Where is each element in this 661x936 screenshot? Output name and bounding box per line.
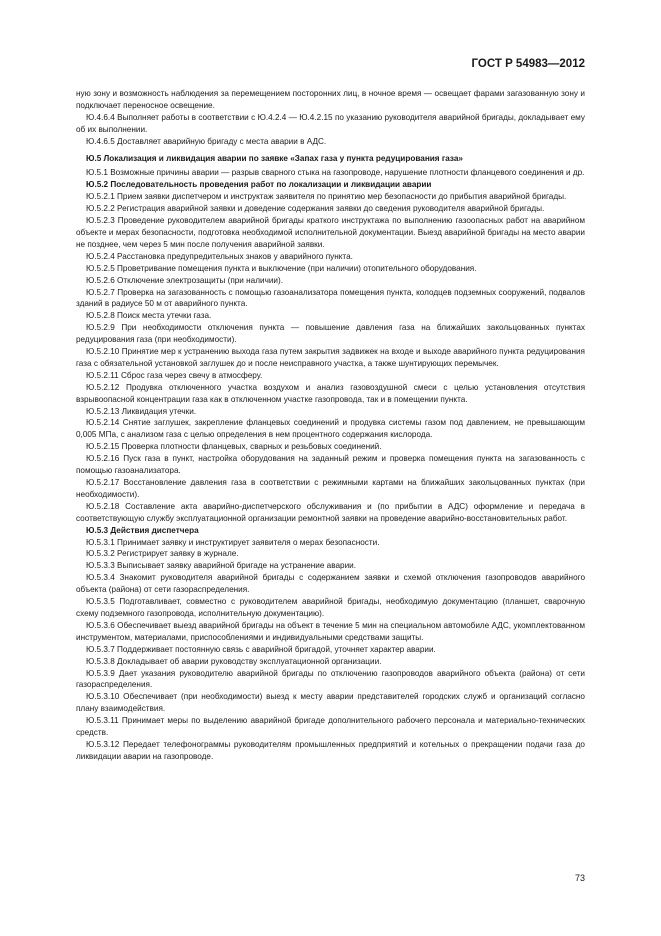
paragraph: Ю.5.3.6 Обеспечивает выезд аварийной бригады на объект в течение 5 мин на специальном автомобиле АДС, укомплектованном инструментом, материалами, приспособлениями и индивидуальными средствами защиты. (76, 620, 585, 642)
paragraph: Ю.5.2.14 Снятие заглушек, закрепление фланцевых соединений и продувка системы газом под давлением, не превышающим 0,005 МПа, с анализом газа с целью определения в нем процентного содержания кислорода. (76, 418, 585, 440)
paragraph: Ю.5.2.8 Поиск места утечки газа. (86, 311, 212, 321)
document-body (76, 88, 585, 763)
paragraph: Ю.5.3.3 Выписывает заявку аварийной бригаде на устранение аварии. (86, 561, 357, 571)
paragraph: Ю.5.2.6 Отключение электрозащиты (при наличии). (86, 275, 283, 285)
paragraph: Ю.5.2.1 Прием заявки диспетчером и инструктаж заявителя по принятию мер безопасности до прибытия аварийной бригады. (86, 192, 567, 202)
paragraph: Ю.5.2.9 При необходимости отключения пункта — повышение давления газа на ближайших закольцованных пунктах редуцирования газа (при необходимости). (76, 323, 585, 345)
paragraph: Ю.5.2.7 Проверка на загазованность с помощью газоанализатора помещения пункта, колодцев подземных сооружений, подвалов зданий в радиусе 50 м от аварийного пункта. (76, 287, 585, 309)
subsection-heading: Ю.5.2 Последовательность проведения работ по локализации и ликвидации аварии (86, 180, 432, 190)
paragraph: Ю.5.2.12 Продувка отключенного участка воздухом и анализ газовоздушной смеси с целью установления отсутствия взрывоопасной концентрации газа как в отключенном участке газопровода, так и в помещении пункта. (76, 382, 585, 404)
paragraph: Ю.5.3.2 Регистрирует заявку в журнале. (86, 549, 239, 559)
paragraph: Ю.5.2.15 Проверка плотности фланцевых, сварных и резьбовых соединений. (86, 442, 382, 452)
page-number: 73 (574, 873, 585, 883)
paragraph: Ю.5.2.10 Принятие мер к устранению выхода газа путем закрытия задвижек на входе и выходе аварийного пункта редуцирования газа с обязательной установкой заглушек до и после неисправного участка, а также шунтирующих перемычек. (76, 347, 585, 368)
paragraph: Ю.5.2.11 Сброс газа через свечу в атмосферу. (86, 370, 263, 380)
paragraph: Ю.5.2.18 Составление акта аварийно-диспетчерского обслуживания и (по прибытии в АДС) оформление и передача в соответствующую службу эксплуатационной организации ремонтной заявки на проведение аварийно-восстановительных работ. (76, 501, 585, 523)
subsection-heading: Ю.5.3 Действия диспетчера (86, 525, 199, 535)
paragraph: Ю.5.2.5 Проветривание помещения пункта и выключение (при наличии) отопительного оборудования. (86, 263, 477, 273)
section-heading: Ю.5 Локализация и ликвидация аварии по заявке «Запах газа у пункта редуцирования газа» (86, 153, 463, 163)
paragraph: Ю.5.2.17 Восстановление давления газа в соответствии с режимными картами на ближайших закольцованных пунктах (при необходимости). (76, 478, 585, 499)
document-header: ГОСТ Р 54983—2012 (471, 58, 585, 70)
paragraph: Ю.5.3.12 Передает телефонограммы руководителям промышленных предприятий и котельных о прекращении подачи газа до ликвидации аварии на газопроводе. (76, 739, 585, 761)
paragraph: Ю.5.2.3 Проведение руководителем аварийной бригады краткого инструктажа по выполнению газоопасных работ на аварийном объекте и мерах безопасности, подготовка необходимой исполнительной документации. Выезд аварийной бригады на место аварии не позднее, чем через 5 мин после получения аварийной заявки. (76, 216, 585, 249)
paragraph: Ю.5.2.2 Регистрация аварийной заявки и доведение содержания заявки до сведения руководителя аварийной бригады. (86, 204, 545, 214)
paragraph: Ю.5.3.5 Подготавливает, совместно с руководителем аварийной бригады, необходимую документацию (планшет, сварочную схему подземного газопровода, исполнительную документацию). (76, 597, 585, 618)
paragraph: ную зону и возможность наблюдения за перемещением посторонних лиц, в ночное время — освещает фарами загазованную зону и подключает переносное освещение. (76, 89, 585, 110)
paragraph: Ю.5.3.7 Поддерживает постоянную связь с аварийной бригадой, уточняет характер аварии. (86, 644, 436, 654)
paragraph: Ю.5.1 Возможные причины аварии — разрыв сварного стыка на газопроводе, нарушение плотности фланцевого соединения и др. (86, 168, 585, 178)
paragraph: Ю.5.3.11 Принимает меры по выделению аварийной бригаде дополнительного рабочего персонала и материально-технических средств. (76, 716, 585, 738)
paragraph: Ю.5.2.16 Пуск газа в пункт, настройка оборудования на заданный режим и проверка помещения пункта на загазованность с помощью газоанализатора. (76, 454, 585, 476)
paragraph: Ю.5.3.10 Обеспечивает (при необходимости) выезд к месту аварии представителей городских служб и организаций согласно плану взаимодействия. (76, 692, 585, 714)
paragraph: Ю.5.3.8 Докладывает об аварии руководству эксплуатационной организации. (86, 656, 382, 666)
paragraph: Ю.5.2.4 Расстановка предупредительных знаков у аварийного пункта. (86, 251, 353, 261)
paragraph: Ю.5.2.13 Ликвидация утечки. (86, 406, 197, 416)
paragraph: Ю.5.3.1 Принимает заявку и инструктирует заявителя о мерах безопасности. (86, 537, 380, 547)
paragraph: Ю.5.3.4 Знакомит руководителя аварийной бригады с содержанием заявки и схемой отключения газопроводов аварийного объекта (района) от сети газораспределения. (76, 573, 585, 595)
paragraph: Ю.5.3.9 Дает указания руководителю аварийной бригады по отключению газопроводов аварийного объекта (района) от сети газораспределения. (76, 668, 585, 690)
paragraph: Ю.4.6.5 Доставляет аварийную бригаду с места аварии в АДС. (86, 136, 327, 146)
paragraph: Ю.4.6.4 Выполняет работы в соответствии с Ю.4.2.4 — Ю.4.2.15 по указанию руководителя аварийной бригады, докладывает ему об их выполнении. (76, 112, 585, 134)
